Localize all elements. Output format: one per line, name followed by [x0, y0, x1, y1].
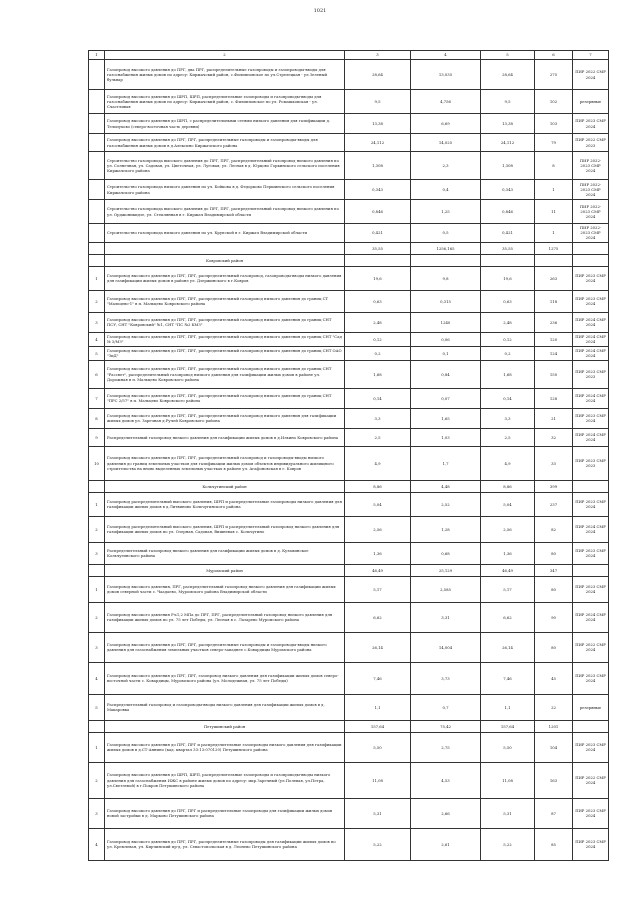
- value-col5: 7,46: [481, 662, 535, 694]
- object-description: Петушинский район: [105, 720, 345, 732]
- value-col6: 347: [535, 564, 573, 576]
- object-description: Газопровод распределительный высокого давления, ШРП и распределительный газопровод низкого давления для газификации жилых домов по ул. Озерная, Садовая, Вишневая с. Кольчугино: [105, 516, 345, 542]
- value-col6: 11: [535, 200, 573, 224]
- section-total-row: [89, 242, 609, 254]
- value-col6: 120: [535, 332, 573, 346]
- value-col3: 0,63: [345, 290, 411, 312]
- table-row: [89, 732, 609, 762]
- object-description: Газопровод высокого давления до ПРГ, ПРГ и распределительные газопроводы низкого давления для газификации жилых домов в д.СТ-Аннино (кад. квартал 33:13:070120) Петушинского района: [105, 732, 345, 762]
- value-col3: 5,50: [345, 732, 411, 762]
- row-number: [89, 224, 105, 243]
- value-col3: 13,38: [345, 114, 411, 134]
- object-description: Кольчугинский район: [105, 480, 345, 492]
- schedule: ПИР 2023 СМР 2024: [573, 542, 609, 564]
- value-col3: 1,68: [345, 360, 411, 388]
- value-col4: 2,52: [411, 492, 481, 516]
- value-col6: 1201: [535, 720, 573, 732]
- object-description: Строительство газопровода низкого давления по ул. Бойкова в д. Федорково Першинского сельского поселения Киржачского района: [105, 180, 345, 200]
- value-col3: 4,9: [345, 446, 411, 480]
- section-total-row: [89, 254, 609, 266]
- value-col4: 1,65: [411, 408, 481, 428]
- column-number: 7: [573, 51, 609, 60]
- row-number: [89, 242, 105, 254]
- schedule: ПИР 2024 СМР 2024: [573, 312, 609, 332]
- schedule: ПИР 2022- 2023 СМР 2024: [573, 152, 609, 180]
- value-col3: 5,17: [345, 576, 411, 602]
- schedule: ПИР 2022 СМР 2024: [573, 762, 609, 798]
- value-col5: 5,31: [481, 798, 535, 828]
- row-number: 5: [89, 346, 105, 360]
- value-col4: 4,756: [411, 90, 481, 114]
- schedule: ПИР 2023 СМР 2024: [573, 828, 609, 860]
- value-col5: 1,1: [481, 694, 535, 720]
- object-description: Распределительный газопровод и газопроводы-вводы низкого давления для газификации жилых домов в д. Макаровка: [105, 694, 345, 720]
- schedule: ПИР 2022- 2023 СМР 2024: [573, 200, 609, 224]
- value-col6: 79: [535, 134, 573, 152]
- value-col5: 0,2: [481, 346, 535, 360]
- value-col3: 6,62: [345, 602, 411, 632]
- value-col3: 5,04: [345, 492, 411, 516]
- value-col6: 275: [535, 60, 573, 90]
- table-row: [89, 312, 609, 332]
- value-col4: 14,025: [411, 134, 481, 152]
- table-row: [89, 662, 609, 694]
- schedule: ПИР 2023 СМР 2024: [573, 114, 609, 134]
- value-col3: 11,08: [345, 762, 411, 798]
- value-col6: 399: [535, 480, 573, 492]
- value-col6: 82: [535, 516, 573, 542]
- value-col4: 14,004: [411, 632, 481, 662]
- value-col4: 0,07: [411, 388, 481, 408]
- column-number: 4: [411, 51, 481, 60]
- row-number: [89, 720, 105, 732]
- object-description: Газопровод высокого давления, ПРГ, распределительный газопровод низкого давления для газификации жилых домов северной части с. Чаадаево, Муромского района Владимирской области: [105, 576, 345, 602]
- row-number: [89, 60, 105, 90]
- value-col6: 33: [535, 446, 573, 480]
- value-col5: 5,50: [481, 732, 535, 762]
- object-description: Газопровод высокого давления до ПРГ, ПРГ, газопровод низкого давления для газификации жилых домов северо-восточной части с. Ковардицы, Муромского района (ул. Молодежная, ул. 75 лет Победы): [105, 662, 345, 694]
- value-col5: 5,04: [481, 492, 535, 516]
- value-col3: 157,64: [345, 720, 411, 732]
- value-col6: 118: [535, 290, 573, 312]
- table-row: [89, 266, 609, 290]
- value-col4: 0,7: [411, 694, 481, 720]
- schedule: ПИР 2022- 2023 СМР 2024: [573, 224, 609, 243]
- schedule: ПИР 2023 СМР 2024: [573, 732, 609, 762]
- value-col6: 103: [535, 114, 573, 134]
- value-col4: 25,129: [411, 564, 481, 576]
- value-col5: 5,17: [481, 576, 535, 602]
- schedule: ПИР 2023 СМР 2024: [573, 290, 609, 312]
- table-row: [89, 114, 609, 134]
- schedule: ПИР 2024 СМР 2024: [573, 388, 609, 408]
- value-col5: 0,14: [481, 388, 535, 408]
- schedule: ПИР 2022 СМР 2024: [573, 632, 609, 662]
- table-row: [89, 408, 609, 428]
- value-col5: 35,55: [481, 242, 535, 254]
- schedule: ПИР 2022 СМР 2024: [573, 60, 609, 90]
- value-col5: 4,9: [481, 446, 535, 480]
- value-col3: 35,55: [345, 242, 411, 254]
- value-col5: 157,64: [481, 720, 535, 732]
- value-col3: 1,1: [345, 694, 411, 720]
- value-col6: 237: [535, 492, 573, 516]
- value-col5: 28,64: [481, 60, 535, 90]
- schedule: ПИР 2023 СМР 2023: [573, 360, 609, 388]
- schedule: [573, 254, 609, 266]
- value-col4: 4,53: [411, 762, 481, 798]
- object-description: Газопровод распределительный высокого давления, ШРП и распределительные газопроводы низкого давления для газификации жилых домов в д.Литвиново Кольчугинского района: [105, 492, 345, 516]
- value-col6: 45: [535, 662, 573, 694]
- value-col4: 3,31: [411, 602, 481, 632]
- value-col6: 236: [535, 312, 573, 332]
- value-col3: 2,56: [345, 516, 411, 542]
- table-row: [89, 428, 609, 446]
- table-row: [89, 152, 609, 180]
- schedule: [573, 480, 609, 492]
- table-row: [89, 134, 609, 152]
- object-description: Газопровод высокого давления Р≤1,2 МПа до ПРГ, ПРГ, распределительный газопровод низкого давления для газификации жилых домов по ул. 75 лет Победы, ул. Лесная в с. Лазарево Муромского района: [105, 602, 345, 632]
- value-col5: 0,343: [481, 180, 535, 200]
- table-row: [89, 798, 609, 828]
- value-col6: 85: [535, 828, 573, 860]
- schedule: ПИР 2023 СМР 2024: [573, 798, 609, 828]
- value-col3: 3,3: [345, 408, 411, 428]
- value-col6: 80: [535, 542, 573, 564]
- row-number: [89, 134, 105, 152]
- value-col6: 102: [535, 90, 573, 114]
- row-number: 1: [89, 732, 105, 762]
- value-col4: 1,25: [411, 200, 481, 224]
- value-col4: 1,28: [411, 516, 481, 542]
- value-col4: 2,585: [411, 576, 481, 602]
- row-number: 6: [89, 360, 105, 388]
- value-col5: 8,86: [481, 480, 535, 492]
- row-number: [89, 90, 105, 114]
- row-number: 4: [89, 828, 105, 860]
- table-row: [89, 346, 609, 360]
- value-col4: 1,7: [411, 446, 481, 480]
- object-description: Ковровский район: [105, 254, 345, 266]
- column-number: 2: [105, 51, 345, 60]
- value-col4: 2,61: [411, 828, 481, 860]
- object-description: Газопровод высокого давления до ПРГ, ПРГ, распределительный газопровод, газопроводы-вводы низкого давления для газификации жилых домов в районе ул. Дзержинского в г.Ковров: [105, 266, 345, 290]
- value-col3: 0,343: [345, 180, 411, 200]
- value-col6: 1: [535, 180, 573, 200]
- value-col4: 0,4: [411, 180, 481, 200]
- value-col4: 0,68: [411, 542, 481, 564]
- schedule: ПИР 2023 СМР 2024: [573, 576, 609, 602]
- value-col5: 1,68: [481, 360, 535, 388]
- value-col3: 8,86: [345, 480, 411, 492]
- schedule: ПИР 2024 СМР 2024: [573, 346, 609, 360]
- row-number: 3: [89, 632, 105, 662]
- row-number: 10: [89, 446, 105, 480]
- row-number: 3: [89, 312, 105, 332]
- value-col3: 7,46: [345, 662, 411, 694]
- value-col6: 263: [535, 266, 573, 290]
- value-col5: 5,22: [481, 828, 535, 860]
- row-number: 2: [89, 516, 105, 542]
- value-col4: 4,48: [411, 480, 481, 492]
- column-number: 1: [89, 51, 105, 60]
- table-row: [89, 180, 609, 200]
- row-number: [89, 152, 105, 180]
- schedule: ПИР 2024 СМР 2024: [573, 516, 609, 542]
- schedule: ПИР 2023 СМР 2024: [573, 408, 609, 428]
- value-col5: 1,308: [481, 152, 535, 180]
- value-col4: 0,06: [411, 332, 481, 346]
- value-col5: 9,5: [481, 90, 535, 114]
- value-col5: 6,62: [481, 602, 535, 632]
- row-number: 2: [89, 762, 105, 798]
- value-col4: 2,75: [411, 732, 481, 762]
- header-row: [89, 51, 609, 60]
- value-col4: 2,3: [411, 152, 481, 180]
- value-col5: 0,63: [481, 290, 535, 312]
- schedule: резервные: [573, 694, 609, 720]
- table-row: [89, 446, 609, 480]
- value-col3: 5,22: [345, 828, 411, 860]
- object-description: Строительство газопровода высокого давления до ПРГ, ПРГ, распределительный газопровод низкого давления по ул. Солнечная, ул. Садовая, ул. Цветочная, ул. Луговая, ул. Лесная в д. Юрцово Горкинского сельского поселения Киржачского района: [105, 152, 345, 180]
- table-row: [89, 602, 609, 632]
- value-col3: 0,14: [345, 388, 411, 408]
- object-description: Газопровод высокого давления до ПРГ, ПРГ, распределительный газопровод низкого давления до границ СНТ ПСУ, СНТ "Ковровский" №1, СНТ "ПС №2 КМЗ": [105, 312, 345, 332]
- value-col5: 19,6: [481, 266, 535, 290]
- row-number: 4: [89, 662, 105, 694]
- value-col5: 13,38: [481, 114, 535, 134]
- row-number: 1: [89, 492, 105, 516]
- object-description: Газопровод высокого давления до ПРГ, ПРГ, распределительные газопроводы и газопроводы-вводы для газоснабжения жилых домов в д.Алексино Киржачского района: [105, 134, 345, 152]
- object-description: Газопровод высокого давления до ПРГ, ПРГ, распределительный газопровод и газопроводы-вводы низкого давления до границ земельных участков для газификации жилых домов объектов индивидуального жилищного строительства на вновь выделенных земельных участках в районе ул. Агафоновская в г. Ковров: [105, 446, 345, 480]
- value-col5: 46,49: [481, 564, 535, 576]
- object-description: Газопровод высокого давления до ПРГ, ПРГ, распределительный газопровод низкого давления до границ СНТ ОАО "ЗиД": [105, 346, 345, 360]
- value-col3: 2,5: [345, 428, 411, 446]
- value-col5: 2,5: [481, 428, 535, 446]
- table-body: [89, 51, 609, 861]
- value-col3: 9,5: [345, 90, 411, 114]
- row-number: 1: [89, 576, 105, 602]
- value-col3: 1,308: [345, 152, 411, 180]
- value-col6: 1: [535, 224, 573, 243]
- schedule: ПИР 2022 СМР 2023: [573, 134, 609, 152]
- schedule: [573, 242, 609, 254]
- table-row: [89, 224, 609, 243]
- value-col5: 1,36: [481, 542, 535, 564]
- value-col4: 1,03: [411, 428, 481, 446]
- value-col3: 0,2: [345, 346, 411, 360]
- object-description: Муромский район: [105, 564, 345, 576]
- object-description: Газопровод высокого давления до ШРП, ШРП, распределительные газопроводы и газопроводы-вводы низкого давления для газоснабжения ИЖС в районе жилых домов по адресу: мкр.Заречный (ул.Полевая, ул.Петра, ул.Светлевой) в г.Покров Петушинского района: [105, 762, 345, 798]
- value-col6: 22: [535, 694, 573, 720]
- value-col5: 0,421: [481, 224, 535, 243]
- row-number: 3: [89, 798, 105, 828]
- object-description: Строительство газопровода высокого давления до ПРГ, ПРГ, распределительный газопровод низкого давления по ул. Орджоникидзе, ул. Стеклянная в г. Киржач Владимирской области: [105, 200, 345, 224]
- value-col3: 46,49: [345, 564, 411, 576]
- row-number: 8: [89, 408, 105, 428]
- value-col5: [481, 254, 535, 266]
- schedule: ПИР 2024 СМР 2024: [573, 602, 609, 632]
- object-description: Газопровод высокого давления до ШРП, ШРП, распределительные газопроводы и газопроводы-вводы для газоснабжения жилых домов по адресу: Киржачский район, с. Филипповское по ул. Ромашковская - ул. Счастливая: [105, 90, 345, 114]
- value-col3: [345, 254, 411, 266]
- object-description: [105, 242, 345, 254]
- value-col6: 32: [535, 428, 573, 446]
- value-col4: 0,5: [411, 224, 481, 243]
- value-col6: 150: [535, 360, 573, 388]
- value-col3: 0,846: [345, 200, 411, 224]
- table-row: [89, 332, 609, 346]
- value-col6: 128: [535, 388, 573, 408]
- schedule: ПИР 2024 СМР 2024: [573, 332, 609, 346]
- value-col6: 87: [535, 798, 573, 828]
- row-number: 1: [89, 266, 105, 290]
- schedule: [573, 564, 609, 576]
- value-col4: 0,315: [411, 290, 481, 312]
- value-col3: 19,6: [345, 266, 411, 290]
- value-col4: 0,1: [411, 346, 481, 360]
- value-col5: 0,846: [481, 200, 535, 224]
- value-col4: 3,73: [411, 662, 481, 694]
- schedule: ПИР 2023 СМР 2023: [573, 446, 609, 480]
- row-number: 3: [89, 542, 105, 564]
- schedule: ПИР 2023 СМР 2024: [573, 492, 609, 516]
- gasification-table: [88, 50, 609, 861]
- row-number: [89, 564, 105, 576]
- row-number: [89, 200, 105, 224]
- section-total-row: [89, 564, 609, 576]
- value-col4: 13,035: [411, 60, 481, 90]
- row-number: 7: [89, 388, 105, 408]
- table-row: [89, 60, 609, 90]
- value-col6: 21: [535, 408, 573, 428]
- value-col6: 124: [535, 346, 573, 360]
- object-description: Газопровод высокого давления до ШРП, с распределительными сетями низкого давления для газификации д. Тельпухово (северо-восточная часть деревни): [105, 114, 345, 134]
- value-col6: 1275: [535, 242, 573, 254]
- value-col4: 1256,165: [411, 242, 481, 254]
- table-row: [89, 492, 609, 516]
- object-description: Газопровод высокого давления до ПРГ, ПРГ и распределительные газопроводы для газификации жилых домов новой застройки в д. Марково Петушинского района: [105, 798, 345, 828]
- value-col5: 26,14: [481, 632, 535, 662]
- table-row: [89, 388, 609, 408]
- row-number: 9: [89, 428, 105, 446]
- object-description: Газопровод высокого давления до ПРГ, ПРГ, распределительный газопровод низкого давления до границ СТ "Мальцево-1" в п. Мальцево Ковровского района: [105, 290, 345, 312]
- value-col6: 8: [535, 152, 573, 180]
- column-number: 6: [535, 51, 573, 60]
- row-number: [89, 254, 105, 266]
- section-total-row: [89, 480, 609, 492]
- value-col6: 80: [535, 576, 573, 602]
- object-description: Газопровод высокого давления до ПРГ, ПРГ, распределительные газопроводы и газопроводы-вводы низкого давления для газоснабжения земельных участков северо-западнее с.Ковардицы Муромского района: [105, 632, 345, 662]
- value-col6: 104: [535, 732, 573, 762]
- value-col5: 3,3: [481, 408, 535, 428]
- value-col4: 75,42: [411, 720, 481, 732]
- value-col4: [411, 254, 481, 266]
- value-col3: 1,36: [345, 542, 411, 564]
- object-description: Распределительный газопровод низкого давления для газификации жилых домов в д.Ильино Ковровского района: [105, 428, 345, 446]
- schedule: резервные: [573, 90, 609, 114]
- schedule: ПИР 2024 СМР 2024: [573, 428, 609, 446]
- object-description: Распределительный газопровод низкого давления для газификации жилых домов в д. Кузьминское Кольчугинского района: [105, 542, 345, 564]
- row-number: [89, 480, 105, 492]
- table-row: [89, 762, 609, 798]
- object-description: Газопровод высокого давления до ПРГ, два ПРГ, распределительные газопроводы и газопроводы-вводы для газоснабжения жилых домов по адресу: Киржачский район, с.Филипповское по ул.Стрелецкая - ул.Зеленый бульвар: [105, 60, 345, 90]
- row-number: [89, 114, 105, 134]
- column-number: 5: [481, 51, 535, 60]
- table-row: [89, 360, 609, 388]
- table-row: [89, 694, 609, 720]
- value-col6: 163: [535, 762, 573, 798]
- object-description: Строительство газопровода низкого давления по ул. Крупской в г. Киржач Владимирской области: [105, 224, 345, 243]
- row-number: 4: [89, 332, 105, 346]
- table-row: [89, 90, 609, 114]
- table-row: [89, 828, 609, 860]
- object-description: Газопровод высокого давления до ПРГ, ПРГ, распределительный газопровод низкого давления до границ СНТ "Рассвет", распределительный газопровод низкого давления для газификации жилых домов в районе ул. Дорожная в п. Мальцево Ковровского района: [105, 360, 345, 388]
- value-col3: 0,12: [345, 332, 411, 346]
- column-number: 3: [345, 51, 411, 60]
- object-description: Газопровод высокого давления до ПРГ, ПРГ, распределительный газопровод низкого давления до границ СНТ "Сад № 3/МЗ": [105, 332, 345, 346]
- value-col4: 1240: [411, 312, 481, 332]
- page-number: 1021: [313, 8, 327, 14]
- table-row: [89, 200, 609, 224]
- value-col3: 0,421: [345, 224, 411, 243]
- value-col5: 0,12: [481, 332, 535, 346]
- table-row: [89, 576, 609, 602]
- value-col6: 80: [535, 632, 573, 662]
- schedule: ПИР 2022- 2023 СМР 2024: [573, 180, 609, 200]
- value-col6: 90: [535, 602, 573, 632]
- section-total-row: [89, 720, 609, 732]
- table-row: [89, 632, 609, 662]
- value-col4: 6,69: [411, 114, 481, 134]
- row-number: [89, 180, 105, 200]
- value-col3: 24,112: [345, 134, 411, 152]
- table-row: [89, 516, 609, 542]
- object-description: Газопровод высокого давления до ПРГ, ПРГ, распределительные газопроводы для газификации жилых домов по ул. Кремлевая, ул. Кирчинский пр-д, ул. Севастопольская в д. Леонево Петушинского района: [105, 828, 345, 860]
- value-col5: 24,112: [481, 134, 535, 152]
- value-col5: 2,48: [481, 312, 535, 332]
- table-row: [89, 290, 609, 312]
- value-col3: 26,14: [345, 632, 411, 662]
- row-number: 2: [89, 290, 105, 312]
- value-col5: 2,56: [481, 516, 535, 542]
- value-col3: 5,31: [345, 798, 411, 828]
- row-number: 2: [89, 602, 105, 632]
- value-col4: 9,8: [411, 266, 481, 290]
- row-number: 5: [89, 694, 105, 720]
- value-col6: [535, 254, 573, 266]
- object-description: Газопровод высокого давления до ПРГ, ПРГ, распределительный газопровод низкого давления до границ СНТ "ПРС 2/57" в п. Мальцево Ковровского района: [105, 388, 345, 408]
- schedule: ПИР 2023 СМР 2024: [573, 662, 609, 694]
- value-col4: 2,66: [411, 798, 481, 828]
- table-row: [89, 542, 609, 564]
- object-description: Газопровод высокого давления до ПРГ, ПРГ, распределительный газопровод низкого давления для газификации жилых домов ул. Заречная д.Ручей Ковровского района: [105, 408, 345, 428]
- value-col5: 11,08: [481, 762, 535, 798]
- value-col3: 2,48: [345, 312, 411, 332]
- schedule: ПИР 2023 СМР 2024: [573, 266, 609, 290]
- schedule: [573, 720, 609, 732]
- value-col3: 28,64: [345, 60, 411, 90]
- value-col4: 0,84: [411, 360, 481, 388]
